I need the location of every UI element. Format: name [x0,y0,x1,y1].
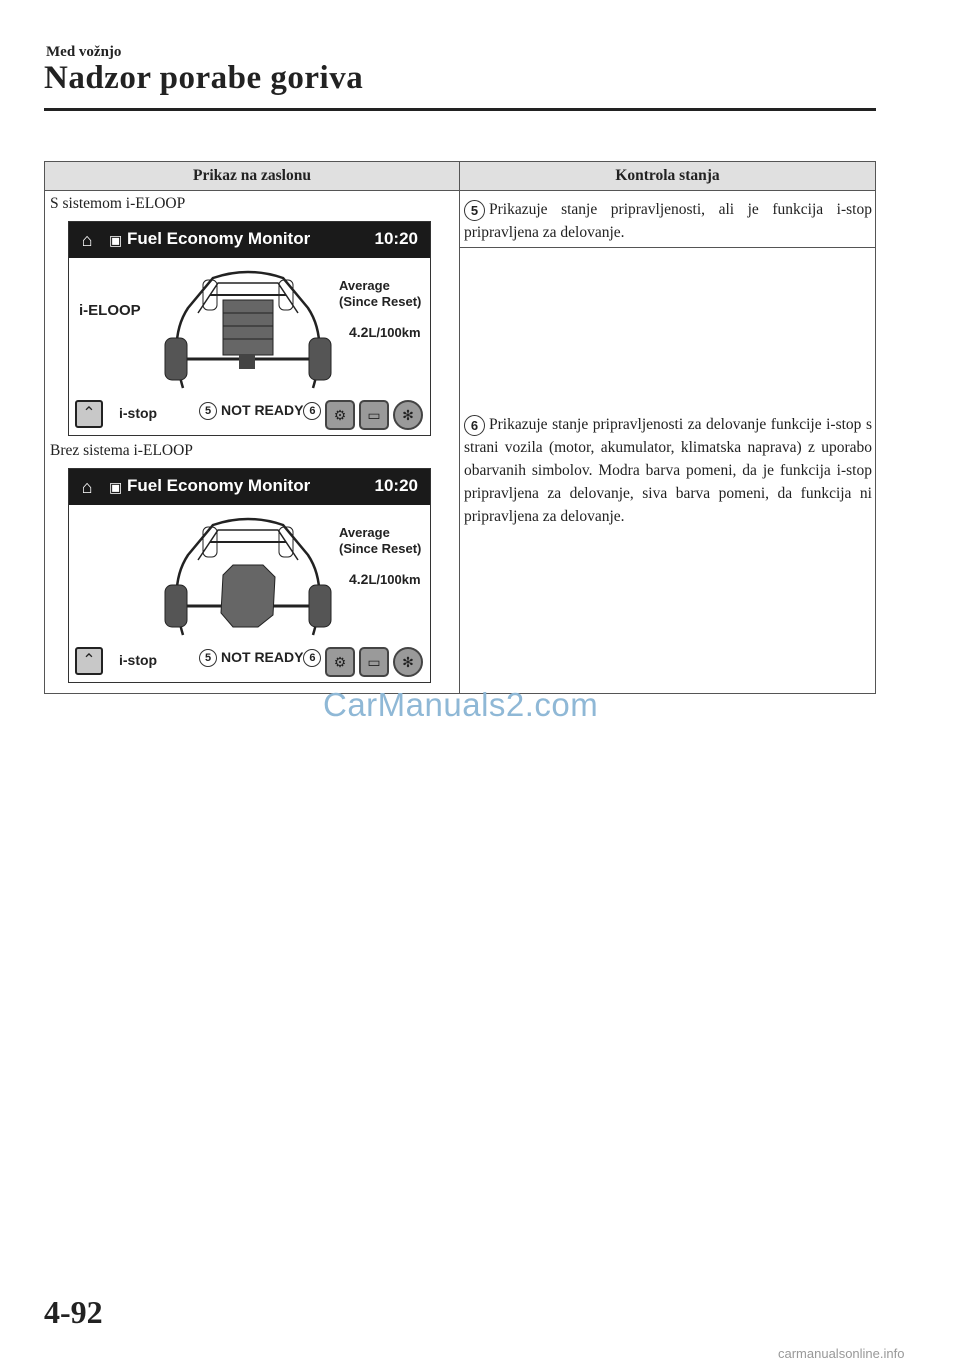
callout-6-desc: 6 [464,415,485,436]
title-rule [44,108,876,111]
desc-6-text [460,413,875,528]
callout-5-desc: 5 [464,200,485,221]
average-label [339,278,421,310]
status-text: NOT READY [221,649,304,665]
screen-status-bar [69,392,430,435]
desc-cell-5 [460,191,876,248]
average-line2: (Since Reset) [339,294,422,309]
screen-title: Fuel Economy Monitor [127,476,311,495]
consumption-value: 4.2 [349,324,369,340]
col-header-status: Kontrola stanja [460,162,876,191]
expand-toggle-icon: ⌃ [75,647,103,675]
screen-without-ieloop [68,468,431,683]
average-label [339,525,421,557]
clock: 10:20 [374,476,418,495]
average-line2: (Since Reset) [339,541,422,556]
display-cell [45,191,460,694]
consumption-unit: L/100km [368,325,421,340]
page-number: 4-92 [44,1294,103,1330]
engine-icon: ⚙ [325,647,355,677]
home-icon: ⌂ [81,230,93,250]
col-header-display: Prikaz na zaslonu [45,162,460,191]
section-label: Med vožnjo [46,44,122,60]
car-diagram-icon [163,505,333,640]
fuel-consumption [349,571,421,587]
climate-fan-icon: ✻ [393,647,423,677]
label-with-ieloop: S sistemom i-ELOOP [50,195,186,212]
ready-status [199,402,325,420]
battery-icon: ▭ [359,647,389,677]
desc-5-text [460,191,875,244]
ready-status [199,649,325,667]
desc-cell-6 [460,248,876,694]
consumption-value: 4.2 [349,571,369,587]
desc-5: Prikazuje stanje pripravljenosti, ali je funkcija i-stop pripravljena za delovanje. [464,201,872,241]
screen-status-bar [69,639,430,682]
table-header-row [45,162,876,191]
status-text: NOT READY [221,402,304,418]
desc-6: Prikazuje stanje pripravljenosti za delovanje funkcije i-stop s strani vozila (motor, akumulator, klimatska naprava) z uporabo obarvanih simbolov. Modra barva pomeni, da je funkcija i-stop pripravljena za delovanje, siva barva pomeni, da funkcija ni pripravljena za delovanje. [464,416,872,525]
average-line1: Average [339,525,390,540]
watermark: CarManuals2.com [323,686,599,723]
car-diagram-icon [163,258,333,393]
callout-5: 5 [199,649,217,667]
istop-label: i-stop [119,405,158,421]
footer-watermark: carmanualsonline.info [778,1346,905,1361]
monitor-icon: ▣ [109,232,123,248]
engine-icon: ⚙ [325,400,355,430]
consumption-unit: L/100km [368,572,421,587]
label-without-ieloop: Brez sistema i-ELOOP [50,442,193,459]
climate-fan-icon: ✻ [393,400,423,430]
callout-5: 5 [199,402,217,420]
home-icon: ⌂ [81,477,93,497]
battery-icon: ▭ [359,400,389,430]
status-table [44,161,876,694]
callout-6: 6 [303,649,321,667]
screen-title-bar [69,222,430,258]
screen-title: Fuel Economy Monitor [127,229,311,248]
average-line1: Average [339,278,390,293]
callout-6: 6 [303,402,321,420]
expand-toggle-icon: ⌃ [75,400,103,428]
screen-title-bar [69,469,430,505]
fuel-consumption [349,324,421,340]
monitor-icon: ▣ [109,479,123,495]
ieloop-label: i-ELOOP [79,302,141,319]
istop-label: i-stop [119,652,158,668]
clock: 10:20 [374,229,418,248]
page-title: Nadzor porabe goriva [44,60,364,96]
screen-with-ieloop [68,221,431,436]
table-row [45,191,876,248]
